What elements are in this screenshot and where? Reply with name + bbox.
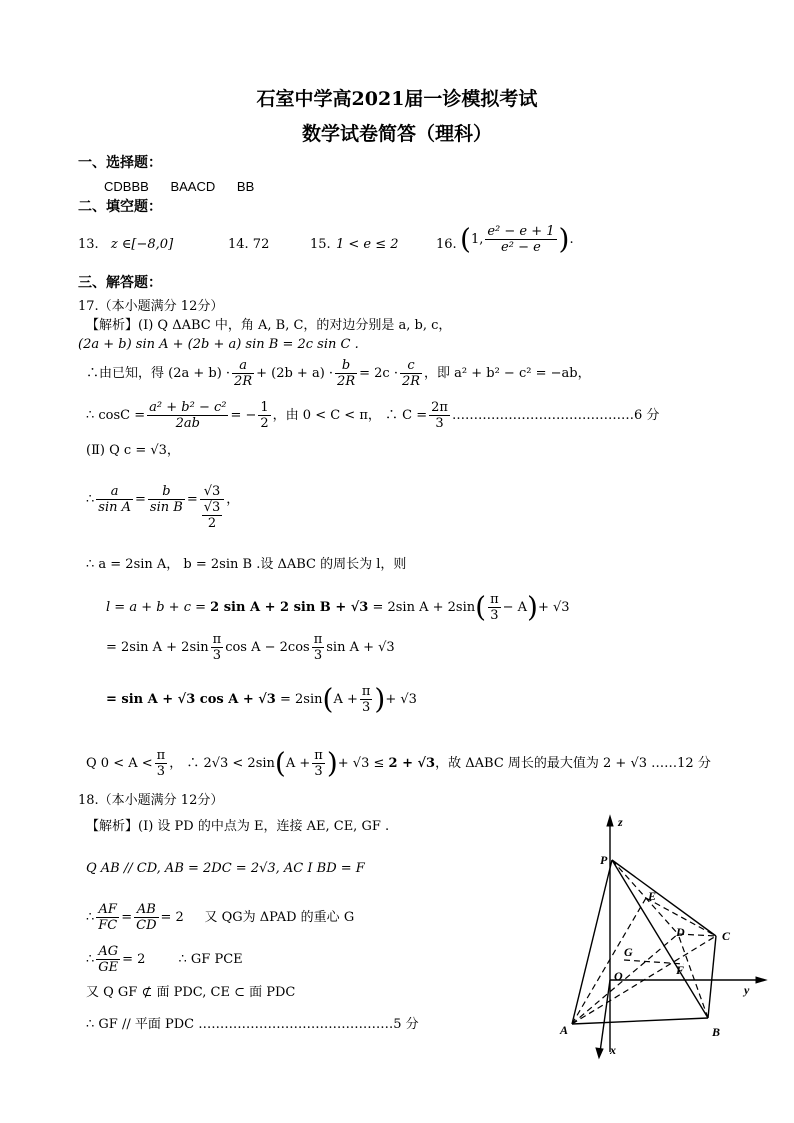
- frac-num: π: [313, 632, 323, 647]
- q16-numerator: e² − e + 1: [487, 224, 555, 239]
- p17-l9-a: = 2sin A + 2sin: [106, 640, 209, 655]
- p17-line-9: [106, 632, 395, 663]
- x-axis: [600, 980, 610, 1052]
- frac-num: 2π: [431, 400, 448, 415]
- frac-den: 3: [156, 764, 166, 779]
- label-E: E: [648, 889, 657, 903]
- p18-l3-c: = 2 又 QG为 ΔPAD 的重心 G: [160, 910, 355, 925]
- frac-den: CD: [136, 918, 157, 933]
- p17-line-6: [86, 484, 239, 531]
- frac-num: π: [490, 592, 499, 607]
- label-G: G: [624, 945, 633, 959]
- p17-l6-d: ，: [226, 492, 240, 507]
- p17-l11-b: ， ∴ 2√3 < 2sin: [169, 756, 275, 771]
- frac-num: a: [232, 358, 254, 374]
- frac-den: 2R: [401, 374, 421, 389]
- frac-den: 2: [207, 516, 217, 531]
- p18-line-4: [86, 944, 243, 975]
- frac-num: √3: [203, 500, 221, 515]
- p17-l11-c: A +: [285, 756, 311, 771]
- frac-num: a² + b² − c²: [149, 400, 227, 415]
- p18-line-5: 又 Q GF ⊄ 面 PDC, CE ⊂ 面 PDC: [86, 985, 296, 1000]
- frac-num: π: [361, 684, 371, 699]
- q13-answer: z ∈[−8,0]: [110, 237, 174, 252]
- frac-den: 2R: [337, 374, 356, 389]
- p17-line-8: l = a + b + c = 2 sin A + 2 sin B + √3 = 2sin A + 2sin( $\frac{\pi}{3}$ − A)+ √3: [106, 590, 570, 624]
- p17-l10-b: = 2sin: [280, 692, 323, 707]
- edge-PA: [572, 860, 612, 1024]
- p17-l8-a: l = a + b + c =: [106, 600, 207, 615]
- frac-den: 3: [313, 648, 323, 663]
- p18-line-3: [86, 902, 354, 933]
- p17-l10-a: = sin A + √3 cos A + √3: [106, 692, 276, 707]
- p17-l8-c: = 2sin A + 2sin: [372, 600, 476, 615]
- label-B: B: [712, 1025, 721, 1039]
- p17-l4-a: ∴ cosC =: [86, 408, 146, 423]
- p17-heading: 17.（本小题满分 12分）: [78, 299, 224, 314]
- q16-pre: 1,: [470, 232, 484, 247]
- label-C: C: [722, 929, 731, 943]
- frac-num: π: [212, 632, 222, 647]
- p17-l11-a: Q 0 < A <: [86, 756, 153, 771]
- p17-l11-d: + √3 ≤: [337, 756, 385, 771]
- frac-num: √3: [200, 484, 225, 500]
- p17-l11-e: 2 + √3: [388, 756, 436, 771]
- label-x: x: [610, 1043, 616, 1057]
- title-line-1: 石室中学高2021届一诊模拟考试: [256, 88, 538, 110]
- p17-l3-d: ，即 a² + b² − c² = −ab，: [424, 366, 591, 381]
- p17-line-11: Q 0 < A < $\frac{\pi}{3}$ ， ∴ 2√3 < 2sin(A + $\frac{\pi}{3}$ )+ √3 ≤ 2 + √3，故 ΔABC 周长的最大值为 2 + √3 ……12 分: [86, 746, 711, 780]
- p17-line-2: (2a + b) sin A + (2b + a) sin B = 2c sin C .: [78, 337, 359, 352]
- p17-line-10: = sin A + √3 cos A + √3 = 2sin(A + $\frac{\pi}{3}$ )+ √3: [106, 682, 417, 716]
- q13-label: 13.: [78, 237, 99, 252]
- p18-line-2: Q AB // CD, AB = 2DC = 2√3, AC I BD = F: [86, 861, 365, 876]
- edge-PC: [612, 860, 716, 936]
- p18-l4-a: ∴: [86, 952, 95, 967]
- q16-label: 16.: [436, 237, 457, 252]
- choice-answers: CDBBB BAACD BB: [104, 179, 255, 194]
- p17-line-1: 【解析】(Ⅰ) Q ΔABC 中，角 A, B, C，的对边分别是 a, b, c，: [86, 318, 452, 333]
- p17-l4-b: = −: [230, 408, 257, 423]
- edge-PD: [612, 860, 678, 934]
- frac-den: GE: [98, 960, 119, 975]
- p17-l11-f: ，故 ΔABC 周长的最大值为 2 + √3 ……12 分: [435, 756, 711, 771]
- p17-line-4: [86, 400, 659, 431]
- frac-den: 3: [314, 764, 323, 779]
- p18-l4-b: = 2 ∴ GF PCE: [122, 952, 243, 967]
- label-A: A: [560, 1023, 569, 1037]
- label-O: O: [614, 969, 623, 983]
- frac-den: 2ab: [175, 416, 200, 431]
- frac-den: FC: [98, 918, 118, 933]
- p17-l3-c: = 2c ·: [359, 366, 398, 381]
- q16-answer: (1, $\frac{\text{e² − e + 1}}{\text{e² − e}}$ ).: [460, 222, 574, 256]
- z-arrow-icon: [607, 816, 613, 826]
- frac-num: b: [148, 484, 185, 500]
- section-solve-heading: 三、解答题：: [78, 275, 162, 291]
- p17-l8-b: 2 sin A + 2 sin B + √3: [210, 600, 369, 615]
- p17-l3-a: ∴由已知，得 (2a + b) ·: [86, 366, 231, 381]
- p17-l8-d: − A: [502, 600, 528, 615]
- p17-l6-b: =: [135, 492, 146, 507]
- edge-PB: [612, 860, 708, 1018]
- p17-l6-a: ∴: [86, 492, 95, 507]
- section-fill-heading: 二、填空题：: [78, 199, 162, 215]
- p17-line-5: (Ⅱ) Q c = √3，: [86, 443, 180, 458]
- p17-l6-c: =: [186, 492, 198, 507]
- p17-l3-b: + (2b + a) ·: [256, 366, 334, 381]
- q16-post: .: [569, 232, 574, 247]
- y-arrow-icon: [756, 977, 766, 983]
- p17-l4-c: ，由 0 < C < π， ∴ C =: [272, 408, 428, 423]
- label-z: z: [618, 815, 623, 829]
- frac-den: 2: [260, 416, 269, 431]
- frac-num: c: [400, 358, 422, 374]
- p17-l10-d: + √3: [385, 692, 417, 707]
- p18-l3-a: ∴: [86, 910, 95, 925]
- frac-num: π: [156, 748, 166, 763]
- p18-heading: 18.（本小题满分 12分）: [78, 793, 224, 808]
- label-P: P: [600, 853, 608, 867]
- frac-den: sin B: [149, 500, 183, 515]
- fill-answers-row: [78, 222, 574, 256]
- frac-num: AB: [134, 902, 158, 918]
- p18-line-1: 【解析】(Ⅰ) 设 PD 的中点为 E，连接 AE, CE, GF .: [86, 819, 390, 834]
- p17-l9-c: sin A + √3: [326, 640, 395, 655]
- frac-den: 2R: [234, 374, 253, 389]
- pyramid-figure: [556, 812, 776, 1062]
- frac-den: 3: [435, 416, 444, 431]
- q14-answer: 14. 72: [228, 237, 270, 252]
- q15-answer: 1 < e ≤ 2: [336, 237, 399, 252]
- frac-num: 1: [260, 400, 269, 415]
- frac-num: AG: [96, 944, 120, 960]
- frac-num: b: [335, 358, 357, 374]
- p17-line-3: [86, 358, 591, 389]
- p17-line-7: ∴ a = 2sin A， b = 2sin B .设 ΔABC 的周长为 l，则: [86, 557, 407, 572]
- edge-BC: [708, 936, 716, 1018]
- title-line-2: 数学试卷简答（理科）: [301, 123, 492, 145]
- section-choice-heading: 一、选择题：: [78, 155, 162, 171]
- label-D: D: [676, 925, 685, 939]
- p17-l9-b: cos A − 2cos: [225, 640, 310, 655]
- p18-line-6: ∴ GF // 平面 PDC ………………………………………5 分: [86, 1017, 419, 1032]
- p17-l8-e: + √3: [537, 600, 570, 615]
- frac-den: 3: [490, 608, 499, 623]
- p18-l3-b: =: [121, 910, 133, 925]
- label-F: F: [676, 963, 685, 977]
- p17-l10-c: A +: [333, 692, 358, 707]
- q15-label: 15.: [310, 237, 331, 252]
- frac-den: 3: [361, 700, 371, 715]
- label-y: y: [744, 983, 750, 997]
- frac-num: a: [96, 484, 133, 500]
- frac-num: π: [314, 748, 323, 763]
- q16-denominator: e² − e: [501, 240, 541, 255]
- frac-num: AF: [96, 902, 119, 918]
- p17-l4-d: ……………………………………6 分: [451, 408, 660, 423]
- frac-den: sin A: [98, 500, 132, 515]
- x-arrow-icon: [596, 1048, 603, 1058]
- edge-AB: [572, 1018, 708, 1024]
- frac-den: 3: [212, 648, 222, 663]
